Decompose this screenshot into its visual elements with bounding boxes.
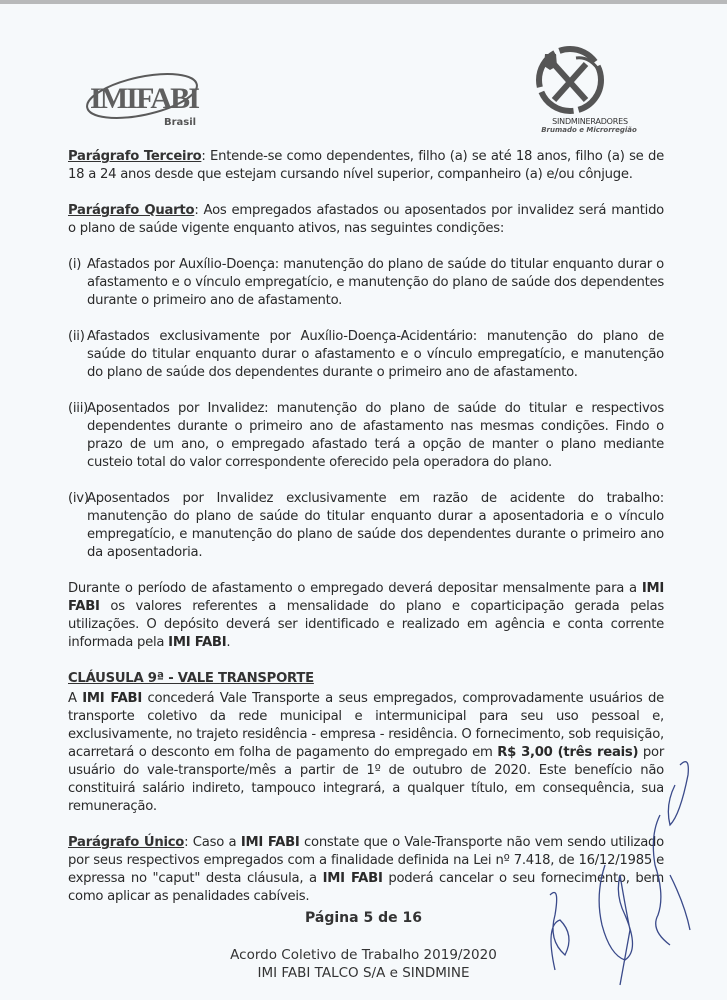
list-item	[68, 400, 664, 472]
list-item-number: (ii)	[68, 329, 85, 344]
sindmineradores-name: SINDMINERADORES	[552, 117, 628, 126]
scan-edge	[0, 0, 727, 4]
company-name: IMI FABI	[322, 871, 383, 886]
page-number: Página 5 de 16	[305, 910, 422, 926]
paragrafo-quarto	[68, 202, 664, 238]
list-item-number: (i)	[68, 257, 82, 272]
text-run: .	[226, 635, 231, 650]
logo-subtitle: Brasil	[164, 117, 197, 128]
text-run: os valores referentes a mensalidade do plano e coparticipação gerada pelas utilizações. O depósito deverá ser identificado e realizado em agência e conta corrente informada pela	[68, 599, 664, 650]
text-run: poderá cancelar o seu fornecimento, bem como aplicar as penalidades cabíveis.	[68, 871, 665, 904]
list-item-text: Aposentados por Invalidez exclusivamente em razão de acidente do trabalho: manutenção do plano de saúde do titular enquanto durar a aposentadoria e o vínculo empregatício, e manutenção do plano de saúde dos dependentes durante o primeiro ano da aposentadoria.	[87, 491, 664, 560]
list-item	[68, 328, 664, 382]
text-run: por usuário do vale-transporte/mês a partir de 1º de outubro de 2020. Este benefício não constituirá salário indireto, tampouco integrará, a qualquer título, em consequência, sua remuneração.	[68, 745, 664, 814]
company-name: IMI FABI	[168, 635, 227, 650]
list-item-text: Aposentados por Invalidez: manutenção do plano de saúde do titular e respectivos dependentes durante o primeiro ano de afastamento nas mesmas condições. Findo o prazo de um ano, o empregado afastado terá a opção de manter o plano mediante custeio total do valor correspondente oferecido pela operadora do plano.	[87, 401, 664, 470]
sindmineradores-subtitle: Brumado e Microrregião	[541, 126, 637, 134]
text-run: Durante o período de afastamento o empregado deverá depositar mensalmente para a	[68, 581, 642, 596]
paragrafo-terceiro-heading: Parágrafo Terceiro	[68, 149, 202, 164]
clause-title: CLÁUSULA 9ª - VALE TRANSPORTE	[68, 671, 314, 686]
paragrafo-quarto-heading: Parágrafo Quarto	[68, 203, 195, 218]
list-item-text: Afastados exclusivamente por Auxílio-Doença-Acidentário: manutenção do plano de saúde do titular enquanto durar o afastamento e o vínculo empregatício, e manutenção do plano de saúde dos dependentes durante o primeiro ano de afastamento.	[87, 329, 664, 380]
list-item-number: (iii)	[68, 401, 89, 416]
list-item-text: Afastados por Auxílio-Doença: manutenção do plano de saúde do titular enquanto durar o afastamento e o vínculo empregatício, e manutenção do plano de saúde dos dependentes durante o primeiro ano de afastamento.	[87, 257, 664, 308]
footer	[0, 946, 727, 982]
paragrafo-unico-heading: Parágrafo Único	[68, 835, 185, 850]
document-body	[68, 148, 664, 924]
text-run: concederá Vale Transporte a seus empregados, comprovadamente usuários de transporte coletivo da rede municipal e intermunicipal para seu uso pessoal e, exclusivamente, no trajeto residência - empresa - residência. O fornecimento, sob requisição, acarretará o desconto em folha de pagamento do empregado em	[68, 691, 665, 760]
imifabi-logo-text: IMIFABI	[90, 82, 198, 115]
amount: R$ 3,00 (três reais)	[497, 745, 639, 760]
text-run: : Caso a	[184, 835, 241, 850]
paragrafo-quarto-text: : Aos empregados afastados ou aposentados por invalidez será mantido o plano de saúde vigente enquanto ativos, nas seguintes condições:	[68, 203, 665, 236]
company-name: IMI FABI	[68, 581, 664, 614]
text-run: constate que o Vale-Transporte não vem sendo utilizado por seus respectivos empregados com a finalidade definida na Lei nº 7.418, de 16/12/1985 e expressa no "caput" desta cláusula, a	[68, 835, 664, 886]
list-item-number: (iv)	[68, 491, 89, 506]
clause-paragraph	[68, 690, 664, 816]
paragrafo-terceiro-text: : Entende-se como dependentes, filho (a) se até 18 anos, filho (a) se de 18 a 24 anos desde que estejam cursando nível superior, companheiro (a) e/ou cônjuge.	[68, 149, 664, 182]
durante-paragraph	[68, 580, 664, 652]
list-item	[68, 490, 664, 562]
footer-line-2: IMI FABI TALCO S/A e SINDMINE	[257, 965, 470, 981]
footer-line-1: Acordo Coletivo de Trabalho 2019/2020	[230, 947, 497, 963]
list-item	[68, 256, 664, 310]
company-name: IMI FABI	[82, 691, 143, 706]
company-name: IMI FABI	[240, 835, 300, 850]
text-run: A	[68, 691, 83, 706]
paragrafo-unico	[68, 834, 664, 906]
paragrafo-terceiro	[68, 148, 664, 184]
